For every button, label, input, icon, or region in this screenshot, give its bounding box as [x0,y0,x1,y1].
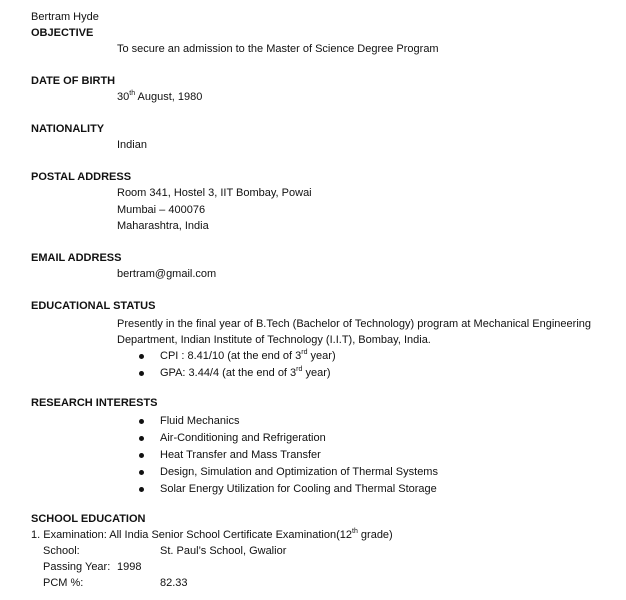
bullet-icon [139,453,144,458]
bullet-icon [139,354,144,359]
nationality-heading: NATIONALITY [31,123,105,135]
postal-heading: POSTAL ADDRESS [31,171,132,183]
bullet-icon [139,470,144,475]
list-item: Solar Energy Utilization for Cooling and Thermal Storage [139,481,438,498]
bullet-icon [139,371,144,376]
objective-heading: OBJECTIVE [31,27,94,39]
list-item: CPI : 8.41/10 (at the end of 3rd year) [139,348,336,365]
objective-text: To secure an admission to the Master of Science Degree Program [117,43,439,55]
school-exam: 1. Examination: All India Senior School Certificate Examination(12th grade) [31,528,393,541]
school-value: St. Paul’s School, Gwalior [160,545,287,557]
education-paragraph: Presently in the final year of B.Tech (Bachelor of Technology) program at Mechanical Engineering Department, Indian Institute of Technology (I.I.T), Bombay, India. [117,318,591,346]
school-label: School: [43,545,80,557]
bullet-icon [139,436,144,441]
list-item: Heat Transfer and Mass Transfer [139,447,438,464]
education-bullets [139,348,336,382]
bullet-icon [139,487,144,492]
nationality-value: Indian [117,139,147,151]
postal-line: Room 341, Hostel 3, IIT Bombay, Powai [117,187,312,199]
research-heading: RESEARCH INTERESTS [31,397,158,409]
education-heading: EDUCATIONAL STATUS [31,300,156,312]
bullet-icon [139,419,144,424]
school-heading: SCHOOL EDUCATION [31,513,146,525]
list-item: GPA: 3.44/4 (at the end of 3rd year) [139,365,336,382]
email-link[interactable]: bertram@gmail.com [117,268,217,280]
passing-year-value: 1998 [117,561,142,573]
research-list [139,413,438,498]
email-heading: EMAIL ADDRESS [31,252,122,264]
passing-year-label: Passing Year: [43,561,111,573]
dob-heading: DATE OF BIRTH [31,75,116,87]
dob-rest: August, 1980 [135,91,203,103]
postal-line: Maharashtra, India [117,220,209,232]
list-item: Fluid Mechanics [139,413,438,430]
pcm-label: PCM %: [43,577,84,589]
applicant-name: Bertram Hyde [31,11,99,23]
list-item: Air-Conditioning and Refrigeration [139,430,438,447]
dob-day-suffix: th [129,90,136,97]
dob-day: 30 [117,91,130,103]
dob-value [117,91,202,103]
postal-line: Mumbai – 400076 [117,204,206,216]
pcm-value: 82.33 [160,577,188,589]
list-item: Design, Simulation and Optimization of Thermal Systems [139,464,438,481]
